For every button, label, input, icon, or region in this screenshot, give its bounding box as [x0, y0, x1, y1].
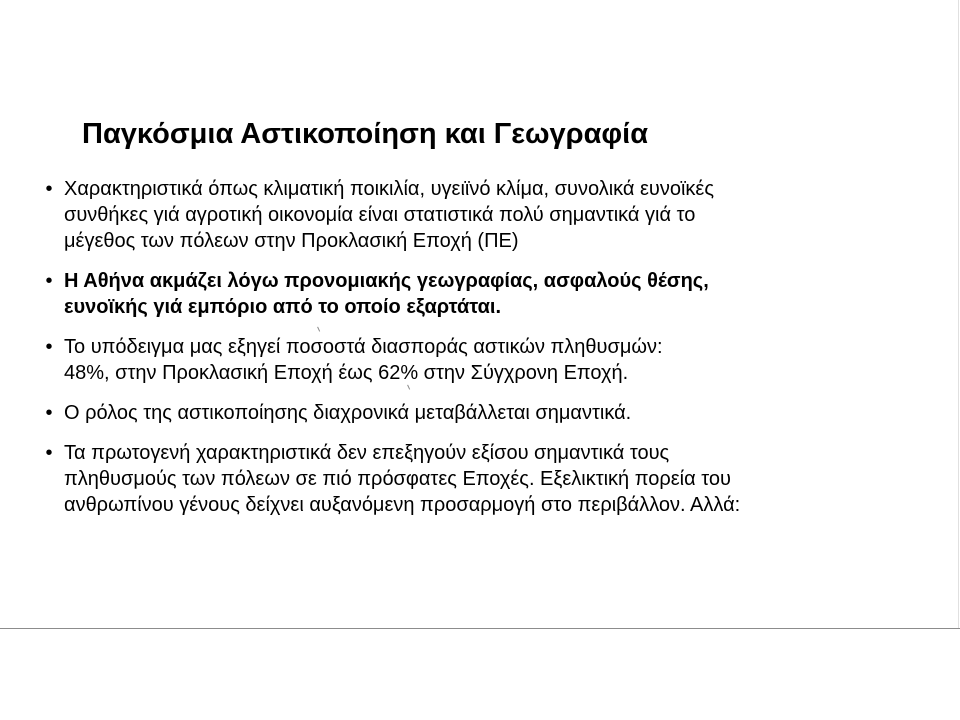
bullet-text: Χαρακτηριστικά όπως κλιματική ποικιλία, υγειϊνό κλίμα, συνολικά ευνοϊκές συνθήκες γιά αγροτική οικονομία είναι στατιστικά πολύ σημαντικά γιά το μέγεθος των πόλεων στην Προκλασική Εποχή (ΠΕ): [64, 178, 714, 252]
bullet-text: Ο ρόλος της αστικοποίησης διαχρονικά μεταβάλλεται σημαντικά.: [64, 402, 632, 424]
bullet-dot: •: [45, 270, 53, 292]
bullet-item-1: [40, 176, 900, 254]
bullet-text: Η Αθήνα ακμάζει λόγω προνομιακής γεωγραφίας, ασφαλούς θέσης, ευνοϊκής γιά εμπόριο από το οποίο εξαρτάται.: [64, 270, 709, 318]
bullet-dot: •: [45, 402, 53, 424]
bullet-text: Τα πρωτογενή χαρακτηριστικά δεν επεξηγούν εξίσου σημαντικά τους πληθυσμούς των πόλεων σε πιό πρόσφατες Εποχές. Εξελικτική πορεία του ανθρωπίνου γένους δείχνει αυξανόμενη προσαρμογή στο περιβάλλον. Αλλά:: [64, 442, 741, 516]
bullet-item-2: [40, 268, 900, 320]
bullet-item-5: [40, 440, 900, 518]
slide-title: Παγκόσμια Αστικοποίηση και Γεωγραφία: [82, 118, 649, 150]
bullet-list: [40, 176, 900, 532]
bullet-item-4: [40, 400, 900, 426]
bullet-dot: •: [45, 178, 53, 200]
bullet-text: Το υπόδειγμα μας εξηγεί ποσοστά διασποράς αστικών πληθυσμών: 48%, στην Προκλασική Εποχή έως 62% στην Σύγχρονη Εποχή.: [64, 336, 663, 384]
slide-bottom-edge: [0, 628, 960, 629]
slide-right-border: [958, 0, 959, 628]
bullet-item-3: [40, 334, 900, 386]
bullet-dot: •: [45, 336, 53, 358]
bullet-dot: •: [45, 442, 53, 464]
